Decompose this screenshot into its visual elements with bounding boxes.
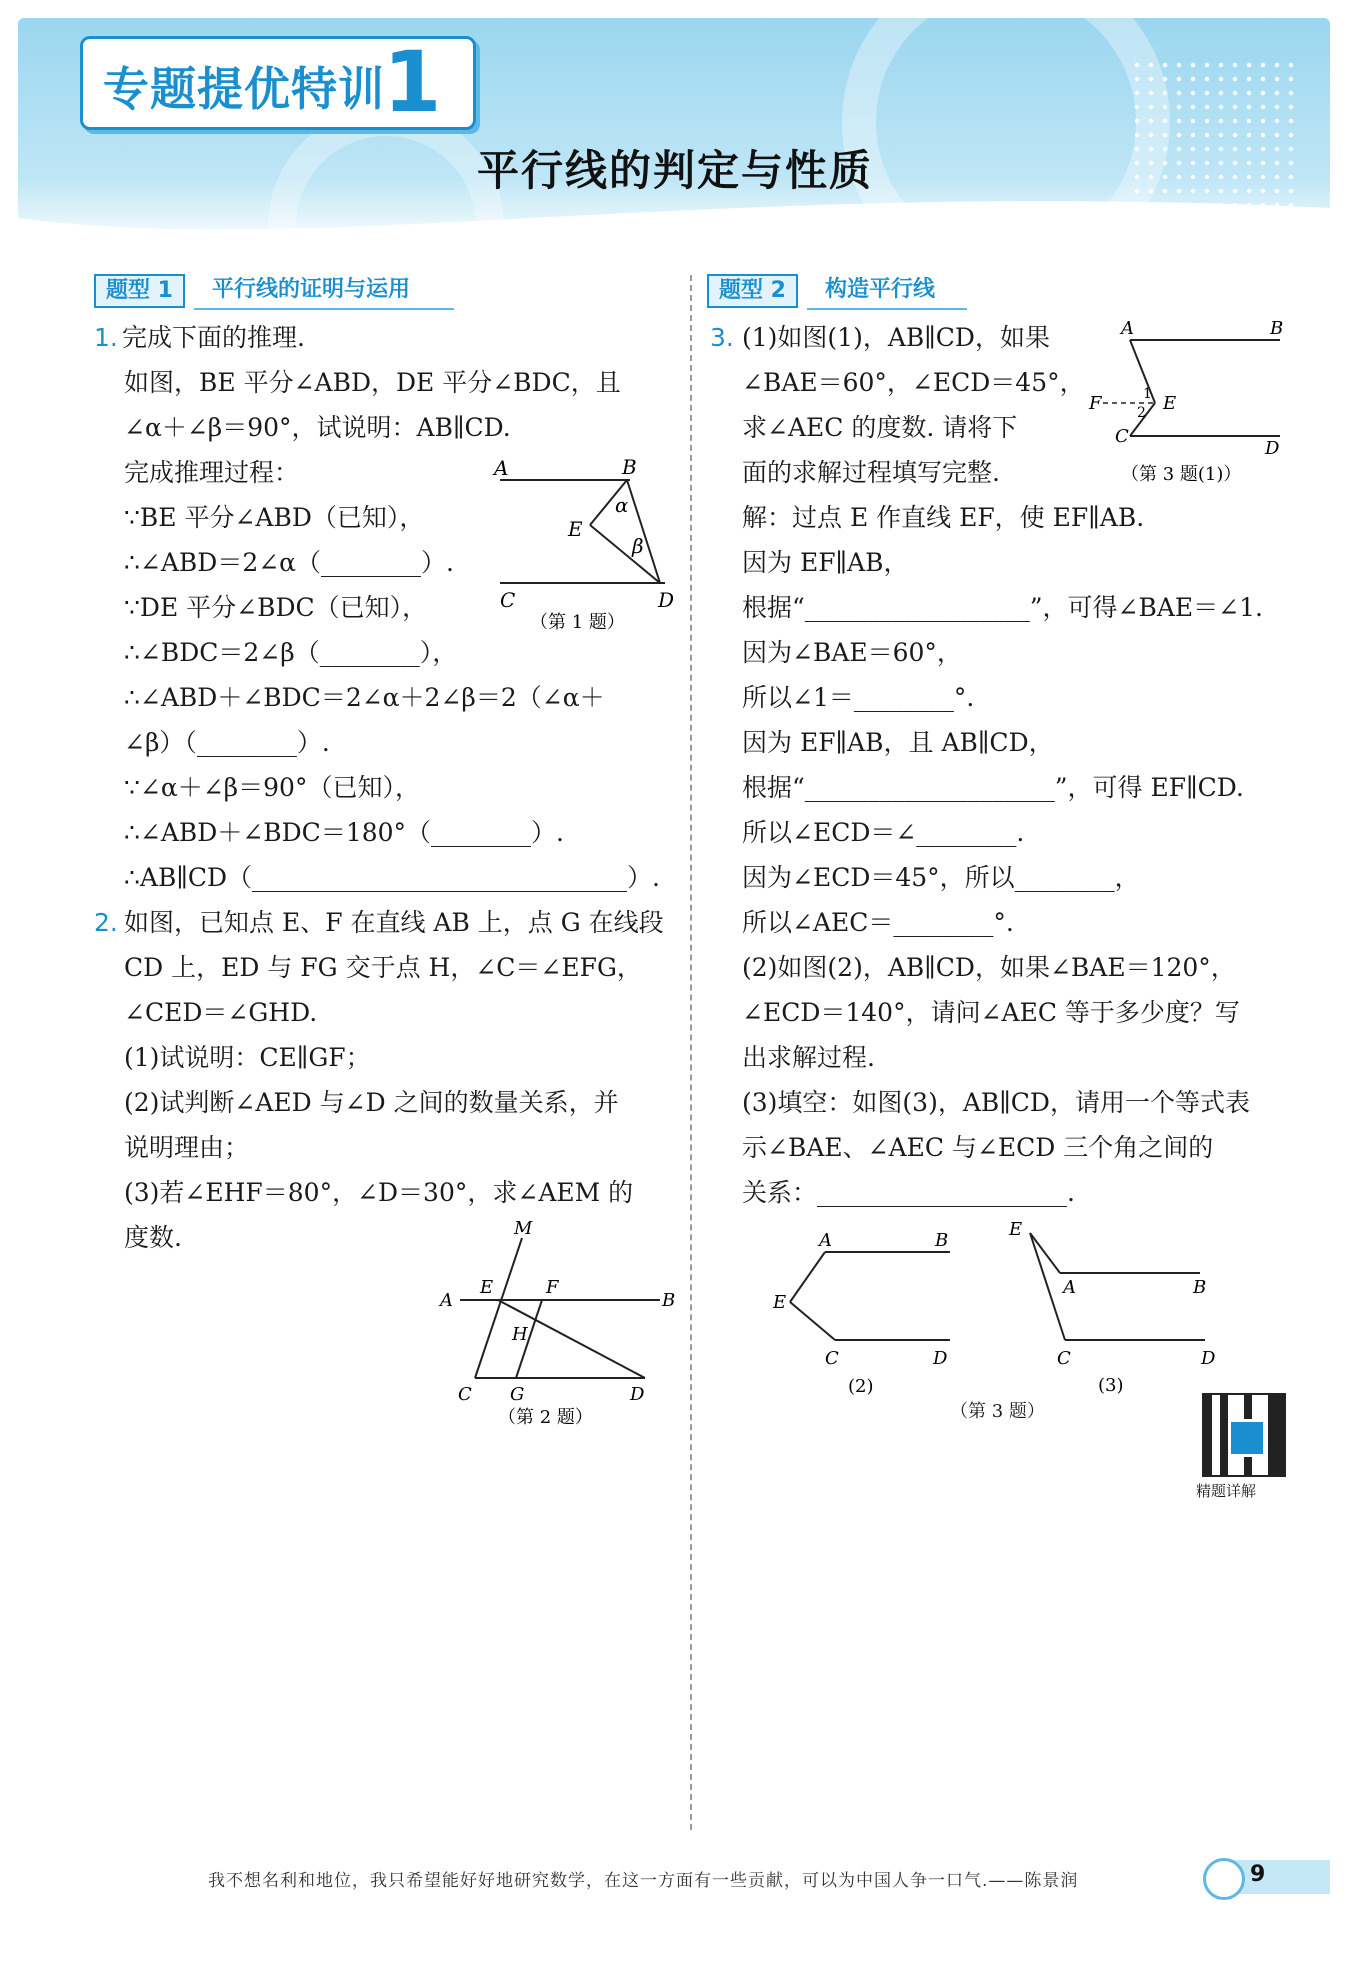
q3-line: 关系：____________________. xyxy=(742,1178,1075,1207)
q2-line: (3)若∠EHF＝80°，∠D＝30°，求∠AEM 的 xyxy=(124,1178,634,1207)
q3-line: 根据“__________________”，可得∠BAE＝∠1. xyxy=(742,593,1263,622)
q3-number: 3. xyxy=(710,323,734,352)
label-C: C xyxy=(825,1348,839,1369)
label-B: B xyxy=(662,1290,676,1311)
section-underline xyxy=(194,308,454,310)
label-B: B xyxy=(1270,318,1284,339)
q2-line: CD 上，ED 与 FG 交于点 H，∠C＝∠EFG， xyxy=(124,953,642,982)
q2-number: 2. xyxy=(94,908,118,937)
q1-figure xyxy=(480,450,680,640)
q3-line: ∠ECD＝140°，请问∠AEC 等于多少度？写 xyxy=(742,998,1240,1027)
label-G: G xyxy=(510,1384,525,1405)
q3-line: 出求解过程. xyxy=(742,1043,875,1072)
q3-figure-3 xyxy=(995,1215,1225,1397)
label-A: A xyxy=(440,1290,453,1311)
q1-number: 1. xyxy=(94,323,118,352)
badge-text: 专题提优特训 xyxy=(103,62,385,116)
q3-line: (1)如图(1)，AB∥CD，如果 xyxy=(742,323,1050,352)
qr-code[interactable] xyxy=(1202,1393,1286,1477)
q2-line: 如图，已知点 E、F 在直线 AB 上，点 G 在线段 xyxy=(124,908,664,937)
q2-line: (2)试判断∠AED 与∠D 之间的数量关系，并 xyxy=(124,1088,619,1117)
q1-line: ∵∠α＋∠β＝90°（已知）， xyxy=(124,773,420,802)
q1-line: ∴∠BDC＝2∠β（________）， xyxy=(124,638,458,667)
q3-line: 所以∠ECD＝∠________. xyxy=(742,818,1025,847)
q3-line: 因为∠BAE＝60°， xyxy=(742,638,962,667)
q1-line: ∴∠ABD＋∠BDC＝2∠α＋2∠β＝2（∠α＋ xyxy=(124,683,605,712)
label-B: B xyxy=(1193,1277,1207,1298)
q2-caption: （第 2 题） xyxy=(498,1407,593,1428)
label-D: D xyxy=(1265,438,1280,459)
q2-line: 度数. xyxy=(124,1223,182,1252)
q1-line: ∴AB∥CD（______________________________）. xyxy=(124,863,660,892)
label-E: E xyxy=(1009,1219,1023,1240)
play-icon xyxy=(1228,1419,1266,1457)
label-E: E xyxy=(568,517,583,541)
q2-line: 说明理由； xyxy=(124,1133,250,1162)
q1-line: ∠β）（________）. xyxy=(124,728,330,757)
q3-caption: （第 3 题） xyxy=(950,1401,1045,1422)
q3-line: (3)填空：如图(3)，AB∥CD，请用一个等式表 xyxy=(742,1088,1250,1117)
section-tag-left xyxy=(94,274,454,306)
q1-line: 完成推理过程： xyxy=(124,458,300,487)
q3-line: 根据“____________________”，可得 EF∥CD. xyxy=(742,773,1244,802)
q3-line: 因为 EF∥AB， xyxy=(742,548,909,577)
label-C: C xyxy=(500,588,516,612)
q1-line: ∴∠ABD＝2∠α（________）. xyxy=(124,548,455,577)
label-A: A xyxy=(494,456,509,480)
page-circle-icon xyxy=(1203,1858,1245,1900)
q2-line: ∠CED＝∠GHD. xyxy=(124,998,318,1027)
qr-label: 精题详解 xyxy=(1196,1482,1257,1500)
q3-line: 所以∠AEC＝________°. xyxy=(742,908,1014,937)
q3-line: 因为 EF∥AB，且 AB∥CD， xyxy=(742,728,1054,757)
q1-line: ∠α＋∠β＝90°，试说明：AB∥CD. xyxy=(124,413,511,442)
q2-figure xyxy=(430,1218,680,1438)
q1-line: 完成下面的推理. xyxy=(122,323,305,352)
label-beta: β xyxy=(632,534,644,558)
label-D: D xyxy=(630,1384,645,1405)
q1-line: ∵DE 平分∠BDC（已知）， xyxy=(124,593,428,622)
topic-badge xyxy=(80,33,476,131)
label-B: B xyxy=(935,1230,949,1251)
label-F: F xyxy=(546,1277,559,1298)
column-divider xyxy=(690,275,692,1830)
section-name: 平行线的证明与运用 xyxy=(212,277,411,302)
q1-line: ∵BE 平分∠ABD（已知）， xyxy=(124,503,425,532)
footer-quote: 我不想名利和地位，我只希望能好好地研究数学，在这一方面有一些贡献，可以为中国人争一口气.——陈景润 xyxy=(208,1871,1079,1891)
q3-figure-1 xyxy=(1085,318,1300,490)
label-alpha: α xyxy=(615,493,629,517)
label-D: D xyxy=(933,1348,948,1369)
q1-caption: （第 1 题） xyxy=(530,612,625,633)
q3-fig3-label: (3) xyxy=(1098,1375,1124,1396)
q3-fig2-label: (2) xyxy=(848,1376,874,1397)
label-D: D xyxy=(1201,1348,1216,1369)
q3-line: 所以∠1＝________°. xyxy=(742,683,975,712)
q3-line: 面的求解过程填写完整. xyxy=(742,458,1000,487)
q1-line: 如图，BE 平分∠ABD，DE 平分∠BDC，且 xyxy=(124,368,621,397)
page-number: 9 xyxy=(1250,1862,1266,1887)
label-A: A xyxy=(819,1230,832,1251)
label-C: C xyxy=(1057,1348,1071,1369)
label-angle-2: 2 xyxy=(1137,405,1146,421)
q3-line: 求∠AEC 的度数. 请将下 xyxy=(742,413,1018,442)
page-title: 平行线的判定与性质 xyxy=(476,146,873,195)
label-F: F xyxy=(1089,393,1102,414)
label-C: C xyxy=(458,1384,472,1405)
label-C: C xyxy=(1115,426,1129,447)
q3-fig1-caption: （第 3 题(1)） xyxy=(1121,464,1242,485)
q3-line: (2)如图(2)，AB∥CD，如果∠BAE＝120°， xyxy=(742,953,1236,982)
section-tag-box: 题型 1 xyxy=(94,274,185,308)
q2-line: (1)试说明：CE∥GF； xyxy=(124,1043,371,1072)
section-tag-right xyxy=(707,274,967,306)
q3-figure-2 xyxy=(765,1222,965,1397)
q1-line: ∴∠ABD＋∠BDC＝180°（________）. xyxy=(124,818,564,847)
section-name: 构造平行线 xyxy=(825,277,936,302)
label-E: E xyxy=(480,1277,494,1298)
label-D: D xyxy=(658,588,675,612)
badge-number: 1 xyxy=(383,33,442,131)
q3-line: 因为∠ECD＝45°，所以________， xyxy=(742,863,1140,892)
section-tag-box: 题型 2 xyxy=(707,274,798,308)
label-angle-1: 1 xyxy=(1143,386,1152,402)
q3-line: 示∠BAE、∠AEC 与∠ECD 三个角之间的 xyxy=(742,1133,1214,1162)
label-M: M xyxy=(514,1218,533,1239)
label-B: B xyxy=(622,455,637,479)
label-H: H xyxy=(512,1324,528,1345)
label-A: A xyxy=(1121,318,1134,339)
label-E: E xyxy=(773,1292,787,1313)
section-underline xyxy=(807,308,967,310)
q3-line: ∠BAE＝60°，∠ECD＝45°， xyxy=(742,368,1085,397)
label-A: A xyxy=(1063,1277,1076,1298)
label-E: E xyxy=(1163,393,1177,414)
q3-line: 解：过点 E 作直线 EF，使 EF∥AB. xyxy=(742,503,1145,532)
